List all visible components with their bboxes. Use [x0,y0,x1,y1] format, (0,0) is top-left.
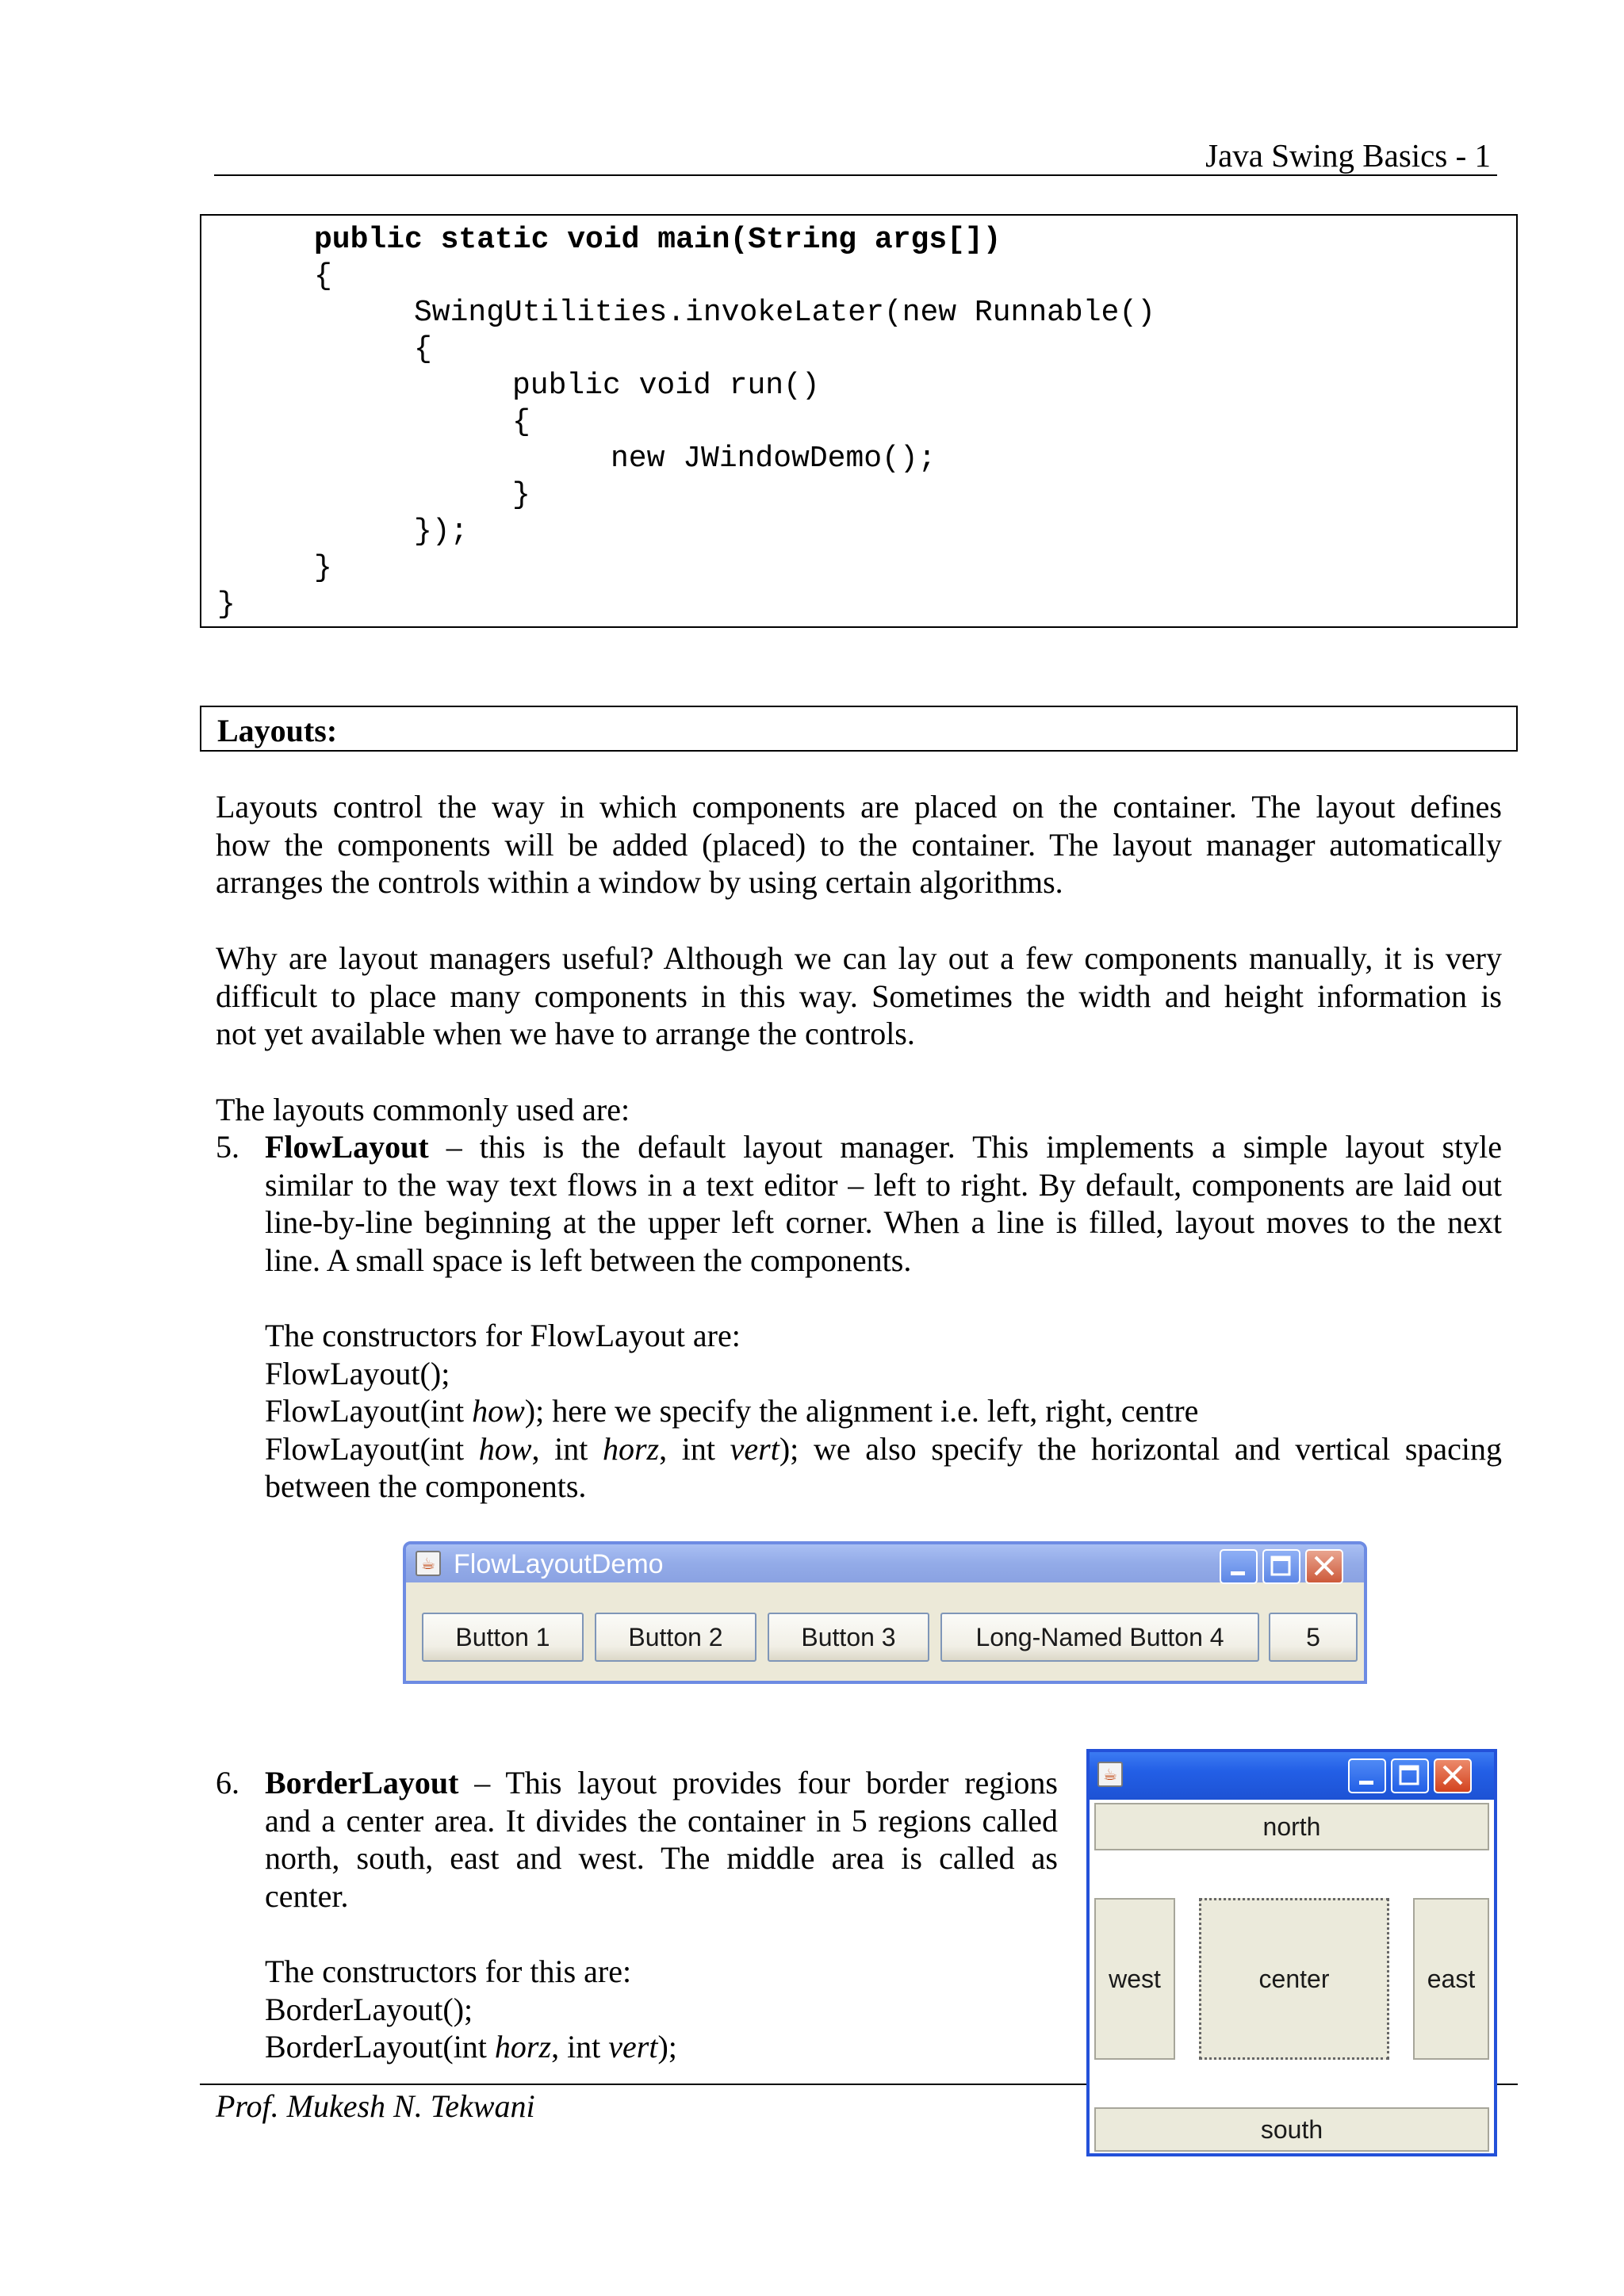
text-line: BorderLayout(); [265,1991,473,2027]
list-number: 6. [216,1765,239,1800]
term: BorderLayout [265,1765,459,1800]
param: horz [602,1430,660,1467]
code-line: SwingUtilities.invokeLater(new Runnable() [414,296,1155,330]
code-line: } [314,551,332,585]
text: ); [657,2029,677,2064]
text: , int [531,1430,603,1467]
text-line: and a center area. It divides the container in 5 regions called [265,1802,1058,1839]
code-line: }); [414,515,469,549]
close-button[interactable] [1434,1758,1472,1793]
text: ); we also specify the horizontal and vertical spacing [779,1430,1503,1467]
minimize-button[interactable] [1220,1549,1258,1584]
code-line: { [414,332,432,366]
maximize-icon [1264,1551,1299,1582]
south-button[interactable]: south [1094,2107,1489,2152]
text-line: between the components. [265,1468,587,1504]
text: – This layout provides four border regions [458,1765,1058,1800]
paragraph-intro [216,788,1502,901]
param: horz [494,2029,552,2064]
java-icon: ☕ [1097,1762,1123,1787]
flowlayout-constructors [265,1317,1502,1506]
minimize-icon [1350,1760,1385,1792]
text-line: line. A small space is left between the components. [265,1242,912,1278]
list-number: 5. [216,1129,239,1165]
minimize-icon [1221,1551,1256,1582]
list-item-borderlayout [265,1764,1058,1915]
borderlayout-demo-window [1086,1749,1497,2156]
text: , int [659,1430,730,1467]
window-titlebar[interactable] [1090,1752,1494,1800]
center-button[interactable]: center [1199,1898,1389,2060]
java-icon: ☕ [416,1551,441,1576]
flow-button-1[interactable]: Button 1 [422,1613,584,1662]
paragraph-why [216,939,1502,1053]
text-line: center. [265,1877,349,1914]
text-line: The constructors for FlowLayout are: [265,1318,741,1353]
text-line: similar to the way text flows in a text editor – left to right. By default, components are laid out [265,1166,1502,1203]
text: FlowLayout(int [265,1393,473,1429]
param: vert [608,2029,658,2064]
term: FlowLayout [265,1129,429,1165]
text-line: arranges the controls within a window by using certain algorithms. [216,864,1063,900]
text-line: FlowLayout(); [265,1355,450,1391]
paragraph-list-intro: The layouts commonly used are: [216,1092,630,1127]
text-line: The constructors for this are: [265,1954,632,1989]
text-line: not yet available when we have to arrange the controls. [216,1016,915,1051]
flow-button-2[interactable]: Button 2 [595,1613,756,1662]
flow-button-5[interactable]: 5 [1269,1613,1358,1662]
close-icon [1307,1551,1342,1582]
close-button[interactable] [1305,1549,1343,1584]
maximize-button[interactable] [1262,1549,1300,1584]
text-line [265,1764,1058,1802]
header-title: Java Swing Basics - 1 [1205,137,1491,174]
maximize-icon [1392,1760,1427,1792]
east-button[interactable]: east [1413,1898,1489,2060]
minimize-button[interactable] [1348,1758,1386,1793]
text: BorderLayout(int [265,2029,495,2064]
north-button[interactable]: north [1094,1803,1489,1850]
param: how [472,1393,525,1429]
text-line [265,1128,1502,1166]
param: vert [730,1430,779,1467]
text-line: how the components will be added (placed) to the container. The layout manager automatically [216,826,1502,863]
code-line: } [217,587,236,622]
window-titlebar[interactable] [406,1544,1364,1582]
flow-button-4[interactable]: Long-Named Button 4 [940,1613,1259,1662]
param: how [478,1430,532,1467]
footer-author: Prof. Mukesh N. Tekwani [216,2088,535,2124]
borderlayout-constructors [265,1953,1058,2066]
text-line: line-by-line beginning at the upper left corner. When a line is filled, layout moves to the next [265,1204,1502,1240]
text-line: north, south, east and west. The middle area is called as [265,1840,1058,1876]
flowlayout-demo-window [403,1541,1367,1684]
text-line [265,2028,1058,2066]
text: ); here we specify the alignment i.e. left, right, centre [524,1393,1199,1429]
code-line: public void run() [512,369,820,403]
text-line: Layouts control the way in which components are placed on the container. The layout defines [216,789,1502,825]
window-title: FlowLayoutDemo [454,1549,664,1579]
code-line: { [314,259,332,293]
code-line: new JWindowDemo(); [611,442,936,476]
text-line [265,1392,1502,1430]
section-heading: Layouts: [217,713,338,748]
west-button[interactable]: west [1094,1898,1175,2060]
flow-button-3[interactable]: Button 3 [768,1613,929,1662]
text-line: difficult to place many components in this way. Sometimes the width and height information is [216,978,1502,1014]
section-heading-box [200,706,1518,752]
list-item-flowlayout [265,1128,1502,1279]
text-line [265,1430,1502,1468]
text: – this is the default layout manager. This implements a simple layout style [428,1129,1502,1165]
code-line: public static void main(String args[]) [314,223,1002,257]
text-line: Why are layout managers useful? Although we can lay out a few components manually, it is very [216,940,1502,976]
text: FlowLayout(int [265,1430,479,1467]
close-icon [1435,1760,1470,1792]
header-rule [214,174,1497,176]
text: , int [551,2029,609,2064]
maximize-button[interactable] [1391,1758,1429,1793]
code-line: { [512,405,530,439]
code-block [200,214,1518,628]
code-line: } [512,478,530,512]
